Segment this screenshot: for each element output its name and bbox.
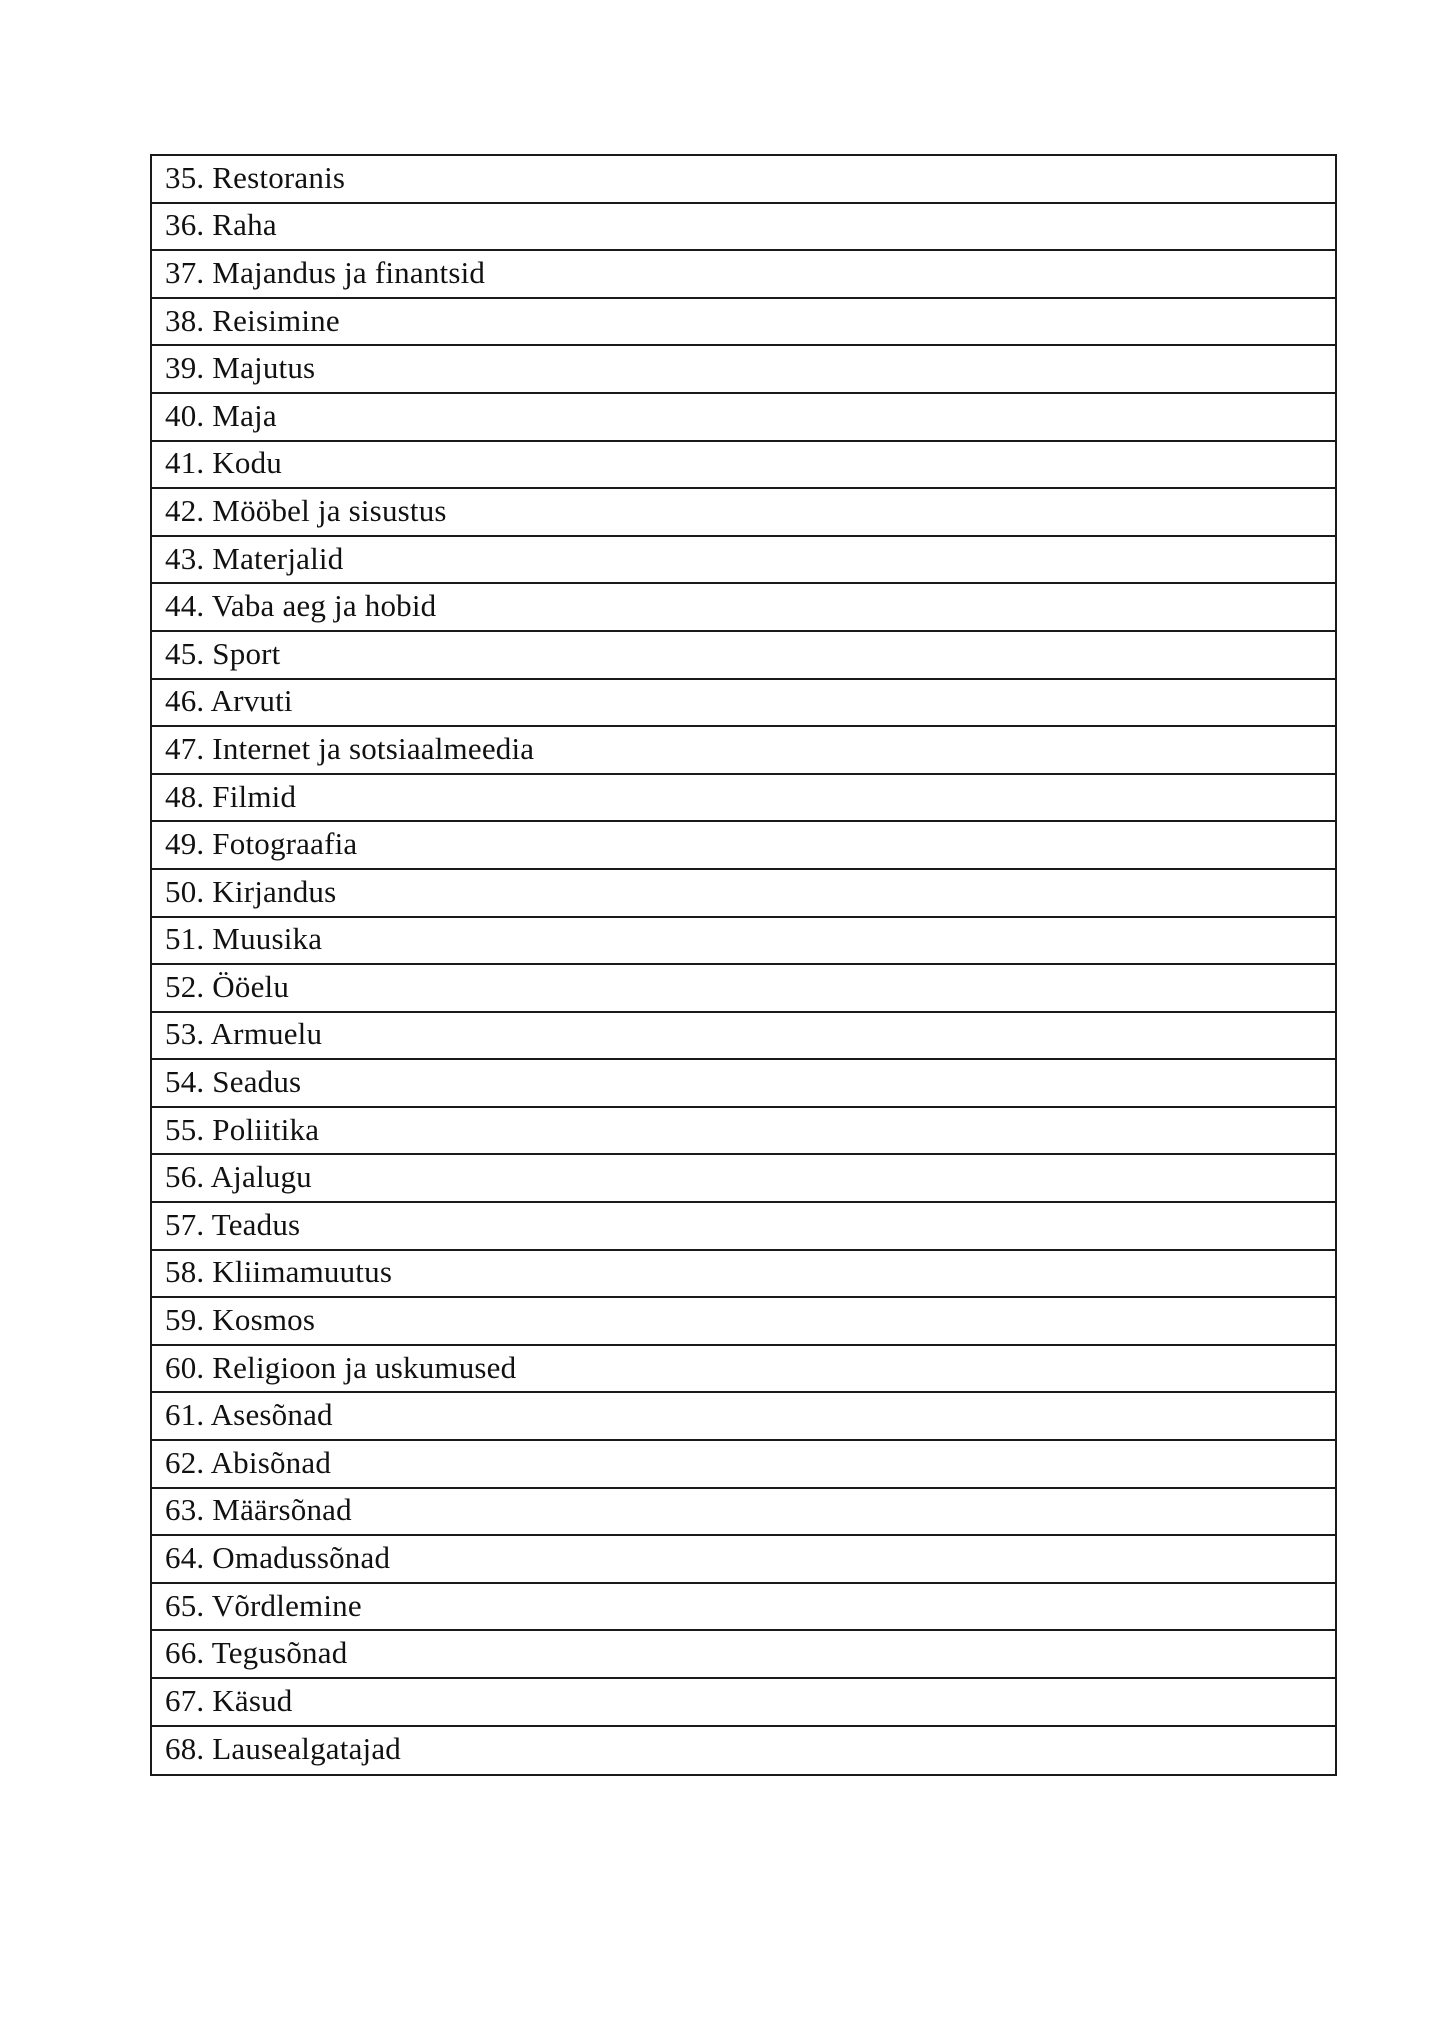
toc-entry: 49. Fotograafia bbox=[165, 826, 358, 862]
toc-row bbox=[152, 1346, 1335, 1394]
table-of-contents bbox=[150, 154, 1337, 1776]
toc-entry: 41. Kodu bbox=[165, 445, 282, 481]
toc-entry: 60. Religioon ja uskumused bbox=[165, 1349, 517, 1385]
toc-row bbox=[152, 394, 1335, 442]
toc-entry: 35. Restoranis bbox=[165, 159, 346, 195]
toc-entry: 39. Majutus bbox=[165, 350, 316, 386]
toc-row bbox=[152, 156, 1335, 204]
toc-row bbox=[152, 1013, 1335, 1061]
toc-row bbox=[152, 1060, 1335, 1108]
toc-entry: 52. Ööelu bbox=[165, 968, 290, 1004]
toc-entry: 51. Muusika bbox=[165, 921, 323, 957]
toc-entry: 66. Tegusõnad bbox=[165, 1635, 348, 1671]
toc-entry: 47. Internet ja sotsiaalmeedia bbox=[165, 730, 535, 766]
toc-entry: 65. Võrdlemine bbox=[165, 1587, 362, 1623]
toc-row bbox=[152, 1108, 1335, 1156]
toc-row bbox=[152, 251, 1335, 299]
toc-entry: 61. Asesõnad bbox=[165, 1397, 333, 1433]
toc-entry: 59. Kosmos bbox=[165, 1302, 316, 1338]
toc-row bbox=[152, 442, 1335, 490]
toc-entry: 40. Maja bbox=[165, 397, 277, 433]
toc-entry: 46. Arvuti bbox=[165, 683, 293, 719]
toc-entry: 45. Sport bbox=[165, 635, 281, 671]
toc-row bbox=[152, 1203, 1335, 1251]
toc-row bbox=[152, 727, 1335, 775]
toc-row bbox=[152, 299, 1335, 347]
toc-row bbox=[152, 632, 1335, 680]
toc-entry: 64. Omadussõnad bbox=[165, 1540, 391, 1576]
toc-row bbox=[152, 1393, 1335, 1441]
toc-row bbox=[152, 1727, 1335, 1775]
toc-row bbox=[152, 1631, 1335, 1679]
toc-entry: 37. Majandus ja finantsid bbox=[165, 254, 486, 290]
toc-row bbox=[152, 870, 1335, 918]
toc-row bbox=[152, 1298, 1335, 1346]
toc-row bbox=[152, 1679, 1335, 1727]
toc-entry: 42. Mööbel ja sisustus bbox=[165, 492, 447, 528]
toc-row bbox=[152, 775, 1335, 823]
toc-row bbox=[152, 965, 1335, 1013]
toc-entry: 54. Seadus bbox=[165, 1064, 302, 1100]
toc-row bbox=[152, 1489, 1335, 1537]
toc-entry: 36. Raha bbox=[165, 207, 277, 243]
toc-entry: 50. Kirjandus bbox=[165, 873, 337, 909]
toc-row bbox=[152, 1251, 1335, 1299]
toc-entry: 56. Ajalugu bbox=[165, 1159, 312, 1195]
toc-row bbox=[152, 489, 1335, 537]
toc-entry: 68. Lausealgatajad bbox=[165, 1731, 401, 1767]
toc-row bbox=[152, 584, 1335, 632]
toc-row bbox=[152, 680, 1335, 728]
toc-entry: 67. Käsud bbox=[165, 1682, 293, 1718]
toc-row bbox=[152, 537, 1335, 585]
toc-row bbox=[152, 346, 1335, 394]
toc-entry: 53. Armuelu bbox=[165, 1016, 323, 1052]
toc-row bbox=[152, 822, 1335, 870]
toc-row bbox=[152, 1441, 1335, 1489]
toc-entry: 62. Abisõnad bbox=[165, 1444, 332, 1480]
toc-row bbox=[152, 1536, 1335, 1584]
toc-row bbox=[152, 1584, 1335, 1632]
toc-entry: 63. Määrsõnad bbox=[165, 1492, 352, 1528]
toc-row bbox=[152, 1155, 1335, 1203]
toc-entry: 38. Reisimine bbox=[165, 302, 340, 338]
toc-entry: 44. Vaba aeg ja hobid bbox=[165, 588, 437, 624]
toc-entry: 55. Poliitika bbox=[165, 1111, 320, 1147]
toc-entry: 43. Materjalid bbox=[165, 540, 344, 576]
toc-entry: 58. Kliimamuutus bbox=[165, 1254, 393, 1290]
toc-row bbox=[152, 918, 1335, 966]
toc-row bbox=[152, 204, 1335, 252]
toc-entry: 48. Filmid bbox=[165, 778, 297, 814]
toc-entry: 57. Teadus bbox=[165, 1206, 301, 1242]
